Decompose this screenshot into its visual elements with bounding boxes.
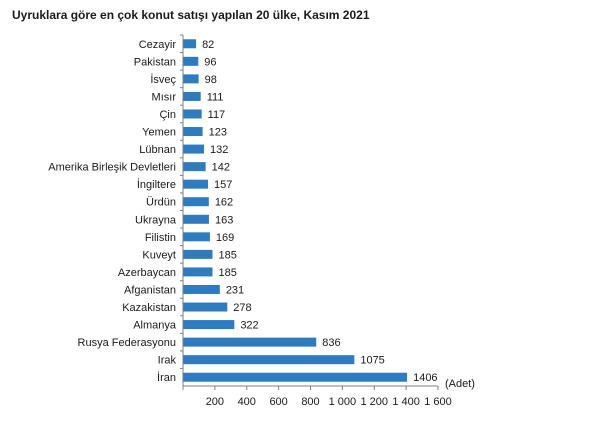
x-tick-label: 1 200 — [360, 396, 389, 408]
bar — [183, 57, 198, 66]
category-label: Lübnan — [139, 144, 176, 157]
x-tick-label: 400 — [237, 396, 256, 408]
bar — [183, 355, 354, 364]
category-label: Kuveyt — [142, 249, 176, 262]
value-label: 278 — [233, 302, 252, 315]
value-label: 1406 — [413, 372, 438, 385]
unit-label: (Adet) — [445, 378, 475, 390]
category-label: Çin — [159, 108, 176, 121]
category-label: İngiltere — [136, 179, 176, 192]
category-label: Cezayir — [138, 38, 176, 51]
category-label: Amerika Birleşik Devletleri — [48, 161, 176, 174]
bar — [183, 215, 209, 224]
x-tick-label: 600 — [269, 396, 288, 408]
value-label: 1075 — [360, 354, 385, 367]
x-tick-label: 1 400 — [392, 396, 420, 408]
bar — [183, 92, 201, 101]
bar — [183, 232, 210, 241]
value-labels — [202, 39, 437, 384]
bar — [183, 162, 206, 171]
bar — [183, 145, 204, 154]
category-label: Rusya Federasyonu — [77, 337, 176, 350]
chart-title: Uyruklara göre en çok konut satışı yapılan 20 ülke, Kasım 2021 — [12, 8, 370, 22]
bar — [183, 338, 316, 347]
value-label: 836 — [322, 337, 341, 350]
value-label: 96 — [204, 56, 217, 69]
category-label: Ukrayna — [135, 214, 176, 227]
value-label: 132 — [210, 144, 229, 157]
bar — [183, 320, 234, 329]
value-label: 157 — [214, 179, 233, 192]
category-label: Ürdün — [146, 196, 176, 209]
category-label: Azerbaycan — [117, 266, 176, 279]
bar — [183, 250, 212, 259]
bar — [183, 39, 196, 48]
bar — [183, 285, 220, 294]
value-label: 185 — [218, 249, 237, 262]
value-label: 117 — [207, 108, 226, 121]
x-tick-label: 800 — [301, 396, 320, 408]
category-label: Irak — [157, 354, 176, 367]
x-tick-label: 1 000 — [328, 396, 357, 408]
value-label: 322 — [240, 319, 259, 332]
category-labels — [48, 39, 177, 384]
value-label: 98 — [204, 73, 217, 86]
category-label: Mısır — [151, 91, 176, 104]
value-label: 185 — [218, 266, 237, 279]
value-label: 231 — [225, 284, 245, 297]
category-label: Afganistan — [124, 284, 176, 297]
category-label: Filistin — [144, 231, 176, 244]
bar — [183, 74, 199, 83]
x-tick-label: 200 — [205, 396, 225, 408]
value-label: 82 — [202, 38, 215, 51]
bar — [183, 127, 203, 136]
value-label: 163 — [214, 214, 234, 227]
value-label: 111 — [206, 91, 224, 104]
bar — [183, 303, 227, 312]
bar — [183, 373, 407, 382]
value-label: 162 — [214, 196, 234, 209]
bar — [183, 267, 212, 276]
category-label: Pakistan — [133, 56, 176, 69]
category-label: Yemen — [142, 126, 176, 139]
bar — [183, 109, 202, 118]
value-label: 169 — [215, 231, 235, 244]
bar — [183, 180, 208, 189]
value-label: 142 — [211, 161, 230, 174]
value-label: 123 — [208, 126, 227, 139]
x-tick-label: 1 600 — [424, 396, 452, 408]
category-label: İsveç — [150, 73, 176, 86]
category-label: Kazakistan — [122, 302, 176, 315]
category-label: Almanya — [133, 319, 176, 332]
category-label: İran — [157, 372, 176, 385]
bar — [183, 197, 209, 206]
